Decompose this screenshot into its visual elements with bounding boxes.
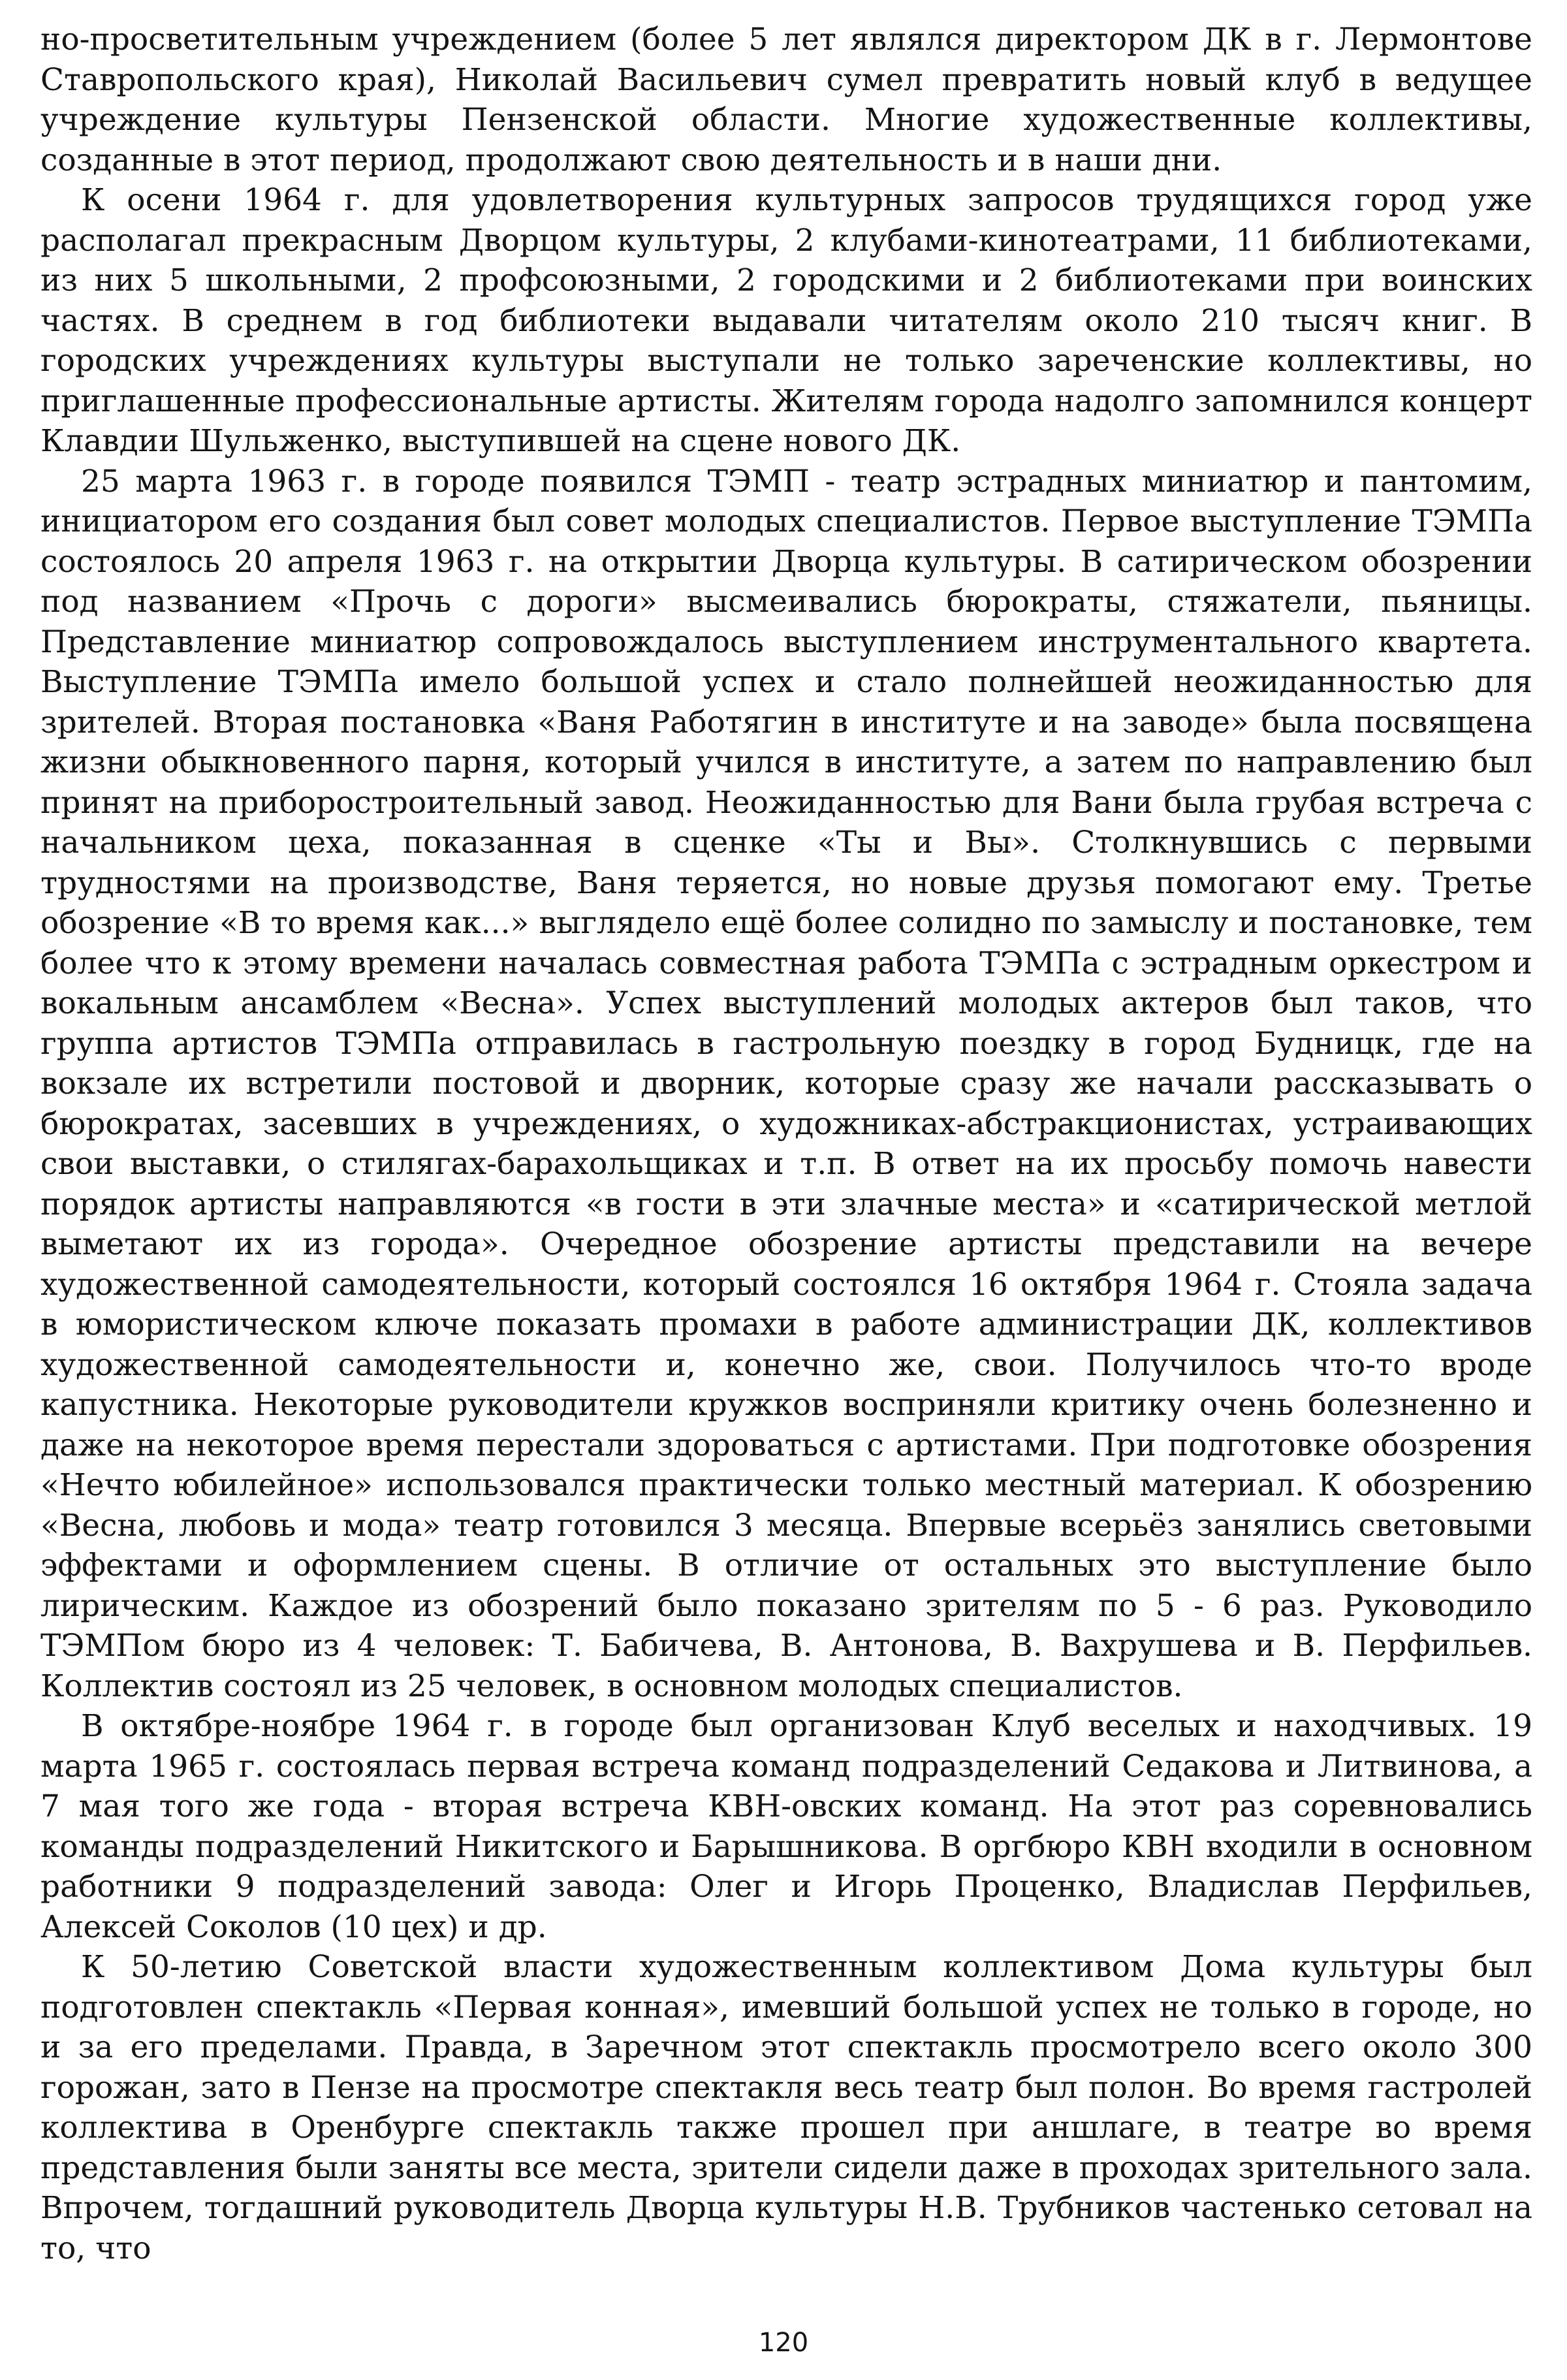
paragraph-culture-institutions: К осени 1964 г. для удовлетворения культурных запросов трудящихся город уже располагал прекрасным Дворцом культуры, 2 клубами-кинотеатрами, 11 библиотеками, из них 5 школьными, 2 профсоюзными, 2 городскими и 2 библиотеками при воинских частях. В среднем в год библиотеки выдавали читателям около 210 тысяч книг. В городских учреждениях культуры выступали не только зареченские коллективы, но приглашенные профессиональные артисты. Жителям города надолго запомнился концерт Клавдии Шульженко, выступившей на сцене нового ДК. [40,182,1532,459]
paragraph-kvn-club: В октябре-ноябре 1964 г. в городе был организован Клуб веселых и находчивых. 19 марта 1965 г. состоялась первая встреча команд подразделений Седакова и Литвинова, а 7 мая того же года - вторая встреча КВН-овских команд. На этот раз соревновались команды подразделений Никитского и Барышникова. В оргбюро КВН входили в основном работники 9 подразделений завода: Олег и Игорь Проценко, Владислав Перфильев, Алексей Соколов (10 цех) и др. [40,1708,1532,1945]
body-text [40,20,1532,2266]
paragraph-first-cavalry-play: К 50-летию Советской власти художественным коллективом Дома культуры был подготовлен спектакль «Первая конная», имевший большой успех не только в городе, но и за его пределами. Правда, в Заречном этот спектакль просмотрело всего около 300 горожан, зато в Пензе на просмотре спектакля весь театр был полон. Во время гастролей коллектива в Оренбурге спектакль также прошел при аншлаге, в театре во время представления были заняты все места, зрители сидели даже в проходах зрительного зала. Впрочем, тогдашний руководитель Дворца культуры Н.В. Трубников частенько сетовал на то, что [40,1949,1532,2266]
paragraph-temp-theatre: 25 марта 1963 г. в городе появился ТЭМП - театр эстрадных миниатюр и пантомим, инициатором его создания был совет молодых специалистов. Первое выступление ТЭМПа состоялось 20 апреля 1963 г. на открытии Дворца культуры. В сатирическом обозрении под названием «Прочь с дороги» высмеивались бюрократы, стяжатели, пьяницы. Представление миниатюр сопровождалось выступлением инструментального квартета. Выступление ТЭМПа имело большой успех и стало полнейшей неожиданностью для зрителей. Вторая постановка «Ваня Работягин в институте и на заводе» была посвящена жизни обыкновенного парня, который учился в институте, а затем по направлению был принят на приборостроительный завод. Неожиданностью для Вани была грубая встреча с начальником цеха, показанная в сценке «Ты и Вы». Столкнувшись с первыми трудностями на производстве, Ваня теряется, но новые друзья помогают ему. Третье обозрение «В то время как...» выглядело ещё более солидно по замыслу и постановке, тем более что к этому времени началась совместная работа ТЭМПа с эстрадным оркестром и вокальным ансамблем «Весна». Успех выступлений молодых актеров был таков, что группа артистов ТЭМПа отправилась в гастрольную поездку в город Будницк, где на вокзале их встретили постовой и дворник, которые сразу же начали рассказывать о бюрократах, засевших в учреждениях, о художниках-абстракционистах, устраивающих свои выставки, о стилягах-барахольщиках и т.п. В ответ на их просьбу помочь навести порядок артисты направляются «в гости в эти злачные места» и «сатирической метлой выметают их из города». Очередное обозрение артисты представили на вечере художественной самодеятельности, который состоялся 16 октября 1964 г. Стояла задача в юмористическом ключе показать промахи в работе администрации ДК, коллективов художественной самодеятельности и, конечно же, свои. Получилось что-то вроде капустника. Некоторые руководители кружков восприняли критику очень болезненно и даже на некоторое время перестали здороваться с артистами. При подготовке обозрения «Нечто юбилейное» использовался практически только местный материал. К обозрению «Весна, любовь и мода» театр готовился 3 месяца. Впервые всерьёз занялись световыми эффектами и оформлением сцены. В отличие от остальных это выступление было лирическим. Каждое из обозрений было показано зрителям по 5 - 6 раз. Руководило ТЭМПом бюро из 4 человек: Т. Бабичева, В. Антонова, В. Вахрушева и В. Перфильев. Коллектив состоял из 25 человек, в основном молодых специалистов. [40,463,1532,1704]
page-number: 120 [758,2328,809,2358]
paragraph-continuation: но-просветительным учреждением (более 5 лет являлся директором ДК в г. Лермонтове Ставропольского края), Николай Васильевич сумел превратить новый клуб в ведущее учреждение культуры Пензенской области. Многие художественные коллективы, созданные в этот период, продолжают свою деятельность и в наши дни. [40,22,1532,178]
